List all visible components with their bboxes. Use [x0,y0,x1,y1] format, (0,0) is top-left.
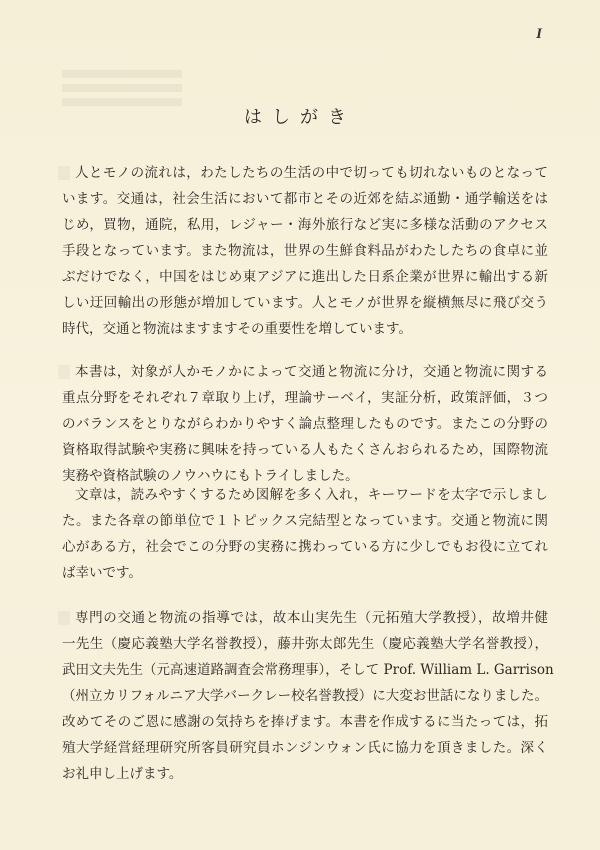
paragraph-acknowledgements [62,605,554,787]
text-line: 武田文夫先生（元高速道路調査会常務理事），そして Prof. William L. Garrison [62,662,554,678]
text-line: 実務や資格試験のノウハウにもトライしました。 [62,468,359,484]
text-line: います。交通は，社会生活において都市とその近郊を結ぶ通勤・通学輸送をは [62,191,548,207]
text-line: 一先生（慶応義塾大学名誉教授），藤井弥太郎先生（慶応義塾大学名誉教授）， [62,636,548,652]
text-line: 文章は，読みやすくするため図解を多く入れ，キーワードを太字で示しまし [75,487,548,503]
text-line: 時代，交通と物流はますますその重要性を増しています。 [62,321,412,337]
text-line: じめ，買物，通院，私用，レジャー・海外旅行など実に多様な活動のアクセス [62,217,548,233]
bleed-through-marks [62,70,182,106]
text-line: 人とモノの流れは，わたしたちの生活の中で切っても切れないものとなって [75,165,548,181]
text-line: 専門の交通と物流の指導では，故本山実先生（元拓殖大学教授），故増井健 [75,610,548,626]
text-line: 本書は，対象が人かモノかによって交通と物流に分け，交通と物流に関する [75,364,548,380]
text-line: 重点分野をそれぞれ７章取り上げ，理論サーベイ，実証分析，政策評価，３つ [62,390,548,406]
text-line: しい迂回輸出の形態が増加しています。人とモノが世界を縦横無尽に飛び交う [62,295,548,311]
text-line: 心がある方，社会でこの分野の実務に携わっている方に少しでもお役に立てれ [62,539,548,555]
paragraph-style-note [62,482,548,586]
text-line: （州立カリフォルニア大学バークレー校名誉教授）に大変お世話になりました。 [62,688,548,704]
text-line: 殖大学経営経理研究所客員研究員ホンジンウォン氏に協力を頂きました。深く [62,740,548,756]
text-line: 手段となっています。また物流は，世界の生鮮食料品がわたしたちの食卓に並 [62,243,548,259]
paragraph-intro [62,160,548,342]
page-title: はしがき [244,107,356,128]
text-line: た。また各章の節単位で１トピックス完結型となっています。交通と物流に関 [62,513,548,529]
page-number: I [536,26,542,42]
text-line: ぶだけでなく，中国をはじめ東アジアに進出した日系企業が世界に輸出する新 [62,269,548,285]
paragraph-book-overview [62,359,548,489]
text-line: ば幸いです。 [62,565,142,581]
text-line: 改めてそのご恩に感謝の気持ちを捧げます。本書を作成するに当たっては，拓 [62,714,548,730]
text-line: お礼申し上げます。 [62,766,183,782]
text-line: 資格取得試験や実務に興味を持っている人もたくさんおられるため，国際物流 [62,442,548,458]
text-line: のバランスをとりながらわかりやすく論点整理したものです。またこの分野の [62,416,548,432]
